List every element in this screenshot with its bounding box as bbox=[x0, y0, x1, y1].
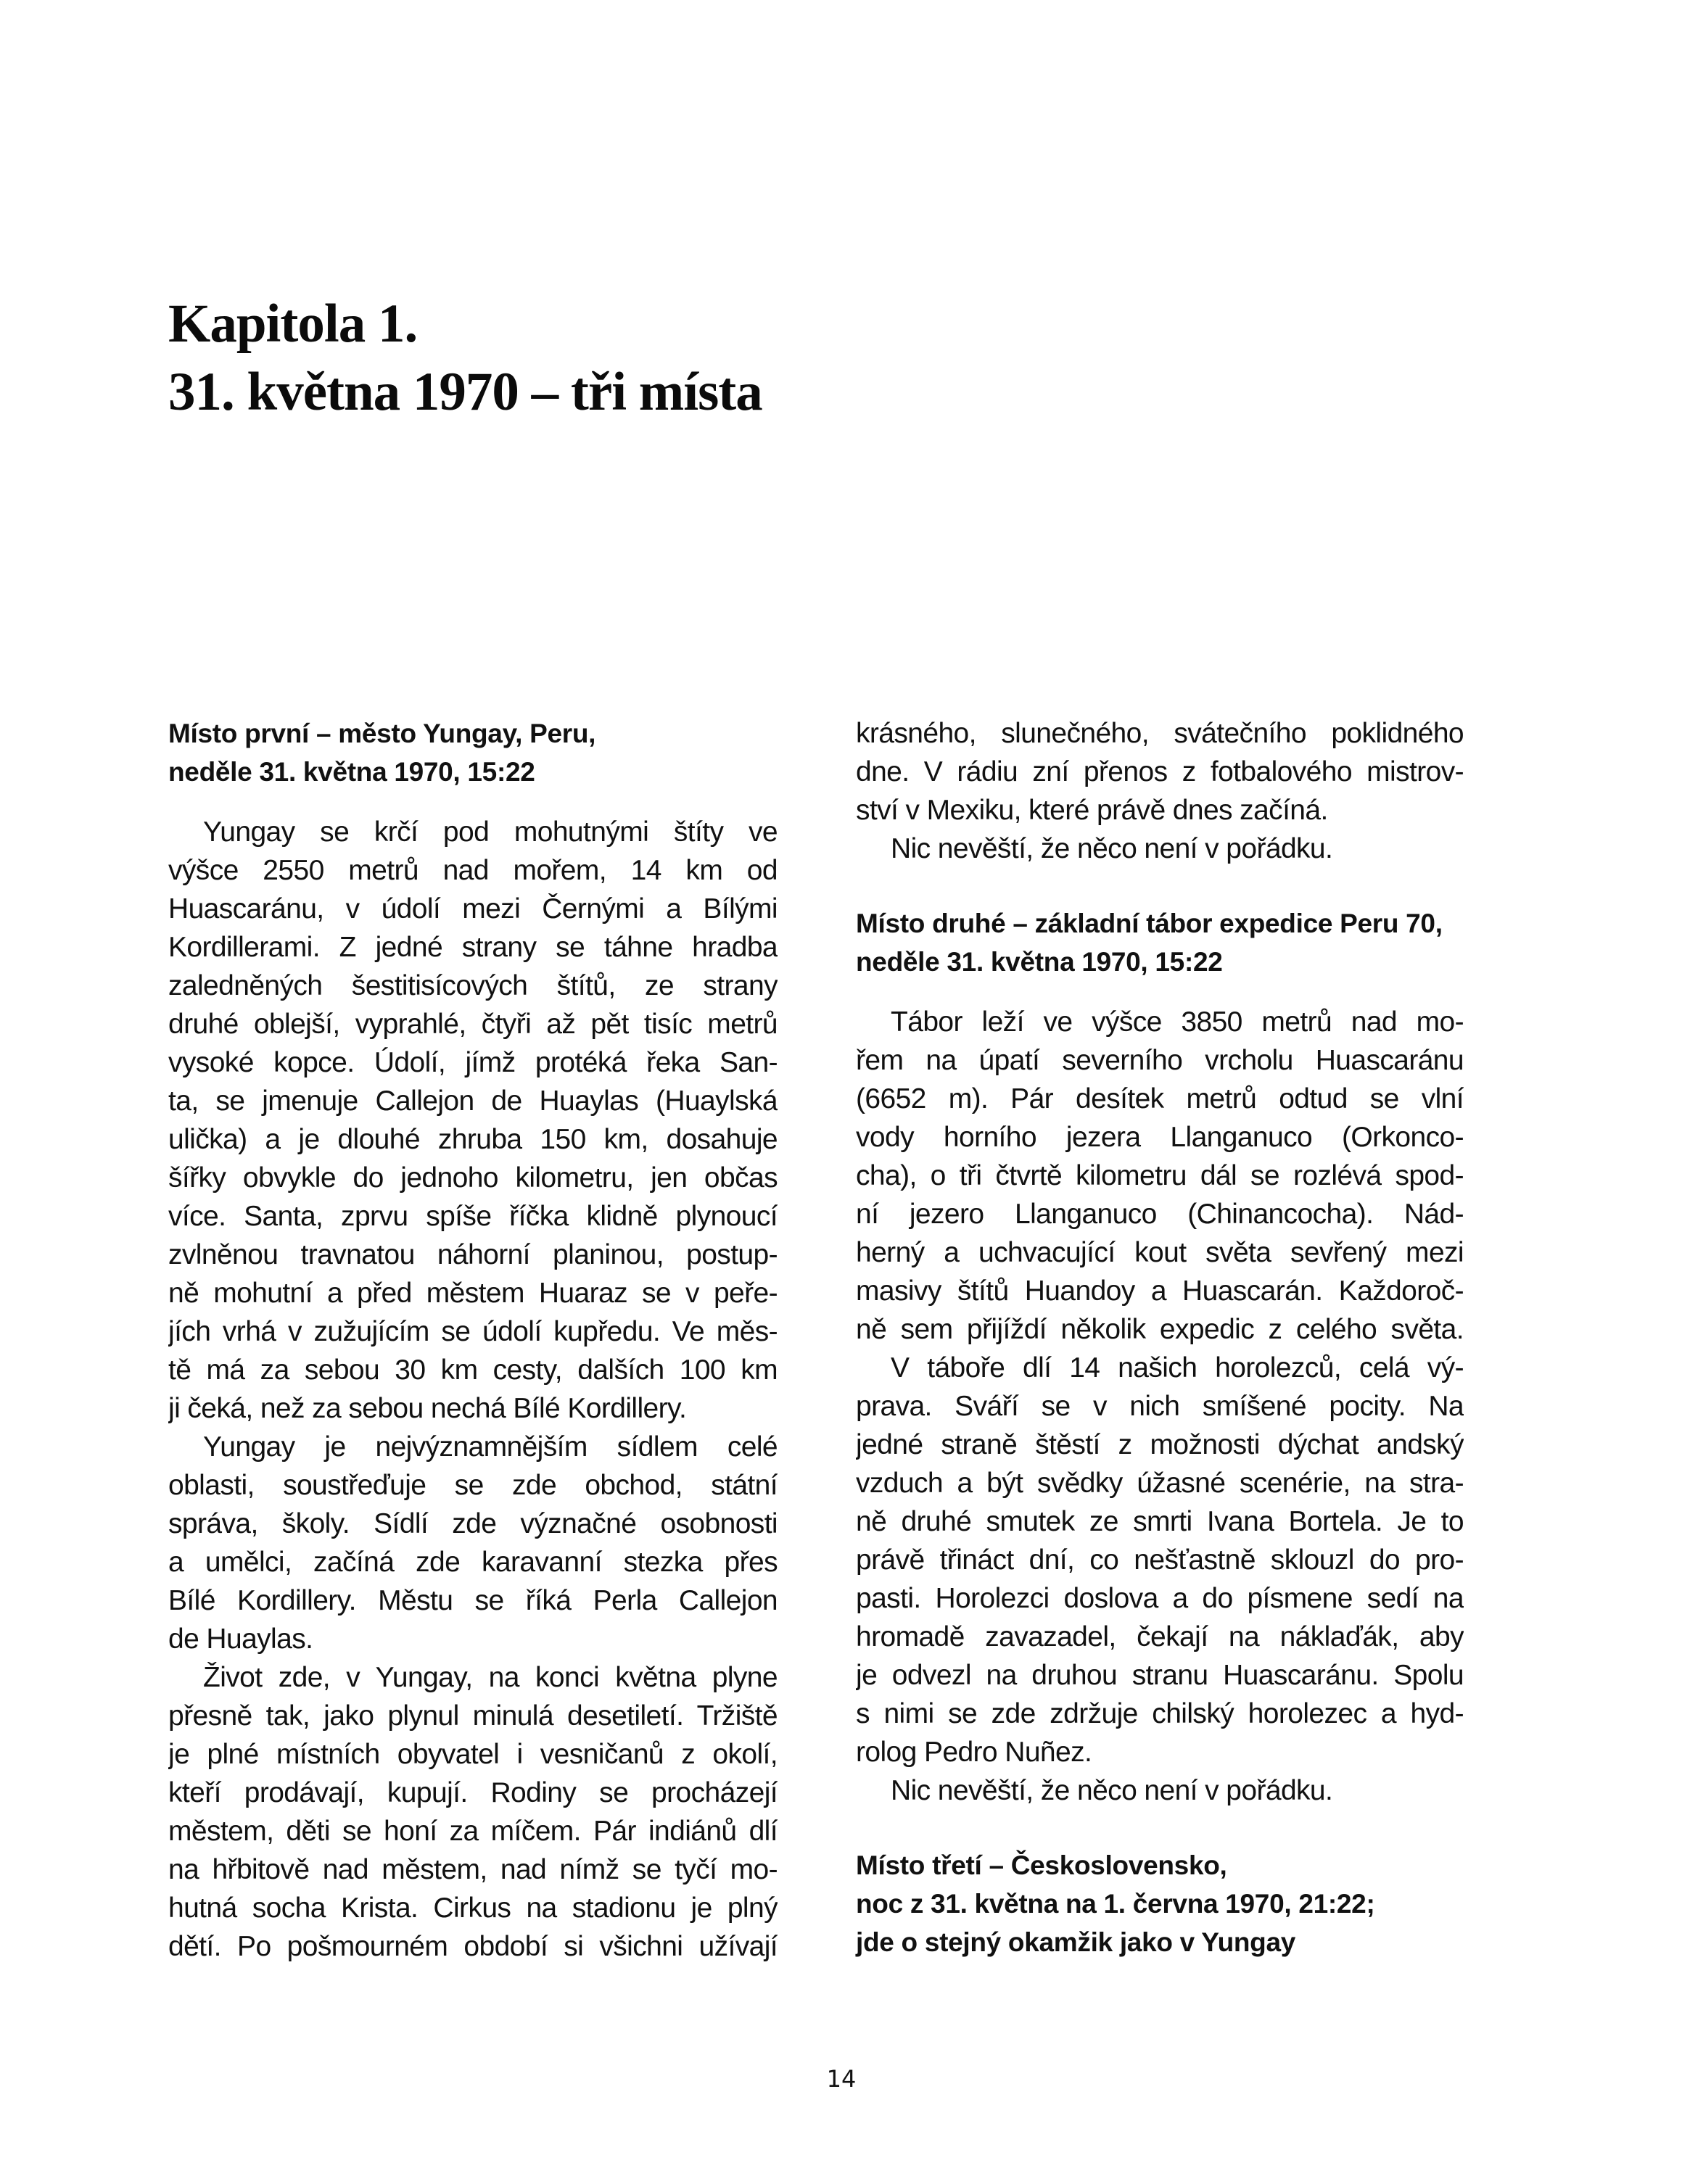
text-line: ství v Mexiku, které právě dnes začíná. bbox=[856, 795, 1328, 826]
text-line: vysoké kopce. Údolí, jímž protéká řeka San- bbox=[168, 1047, 778, 1078]
text-line: přesně tak, jako plynul minulá desetiletí. Tržiště bbox=[168, 1700, 778, 1732]
text-line: je plné místních obyvatel i vesničanů z okolí, bbox=[168, 1739, 778, 1770]
right-column bbox=[856, 714, 1464, 1961]
text-line: je odvezl na druhou stranu Huascaránu. Spolu bbox=[856, 1660, 1464, 1691]
text-line: Huascaránu, v údolí mezi Černými a Bílými bbox=[168, 893, 778, 925]
text-line: V táboře dlí 14 našich horolezců, celá vý- bbox=[891, 1352, 1464, 1383]
text-line: oblasti, soustřeďuje se zde obchod, státní bbox=[168, 1470, 778, 1501]
text-line: Kordillerami. Z jedné strany se táhne hradba bbox=[168, 932, 778, 963]
text-line: šířky obvykle do jednoho kilometru, jen občas bbox=[168, 1162, 778, 1194]
text-line: více. Santa, zprvu spíše říčka klidně plynoucí bbox=[168, 1201, 778, 1232]
text-line: jedné straně štěstí z možnosti dýchat andský bbox=[856, 1429, 1464, 1460]
heading-line: Místo třetí – Československo, bbox=[856, 1850, 1227, 1880]
text-line: de Huaylas. bbox=[168, 1623, 313, 1655]
text-line: Bílé Kordillery. Městu se říká Perla Callejon bbox=[168, 1585, 778, 1616]
text-line: ta, se jmenuje Callejon de Huaylas (Huaylská bbox=[168, 1085, 778, 1117]
text-line: ně mohutní a před městem Huaraz se v peře- bbox=[168, 1278, 778, 1309]
text-line: ně sem přijíždí několik expedic z celého světa. bbox=[856, 1314, 1464, 1345]
text-line: řem na úpatí severního vrcholu Huascaránu bbox=[856, 1045, 1464, 1076]
text-line: kteří prodávají, kupují. Rodiny se procházejí bbox=[168, 1777, 778, 1808]
text-line: na hřbitově nad městem, nad nímž se tyčí mo- bbox=[168, 1854, 778, 1885]
text-line: Yungay je nejvýznamnějším sídlem celé bbox=[203, 1431, 778, 1463]
paragraph bbox=[168, 1428, 778, 1658]
text-line: a umělci, začíná zde karavanní stezka přes bbox=[168, 1547, 778, 1578]
paragraph bbox=[856, 830, 1464, 868]
text-line: cha), o tři čtvrtě kilometru dál se rozlévá spod- bbox=[856, 1160, 1464, 1191]
paragraph bbox=[856, 1349, 1464, 1771]
page-number: 14 bbox=[826, 2065, 857, 2093]
text-line: tě má za sebou 30 km cesty, dalších 100 km bbox=[168, 1354, 778, 1386]
paragraph bbox=[856, 1003, 1464, 1349]
text-line: hutná socha Krista. Cirkus na stadionu je plný bbox=[168, 1893, 778, 1924]
text-line: masivy štítů Huandoy a Huascarán. Každoroč- bbox=[856, 1275, 1464, 1307]
chapter-number: Kapitola 1. bbox=[168, 294, 418, 354]
text-line: herný a uchvacující kout světa sevřený mezi bbox=[856, 1237, 1464, 1268]
text-line: ní jezero Llanganuco (Chinancocha). Nád- bbox=[856, 1199, 1464, 1230]
text-line: Yungay se krčí pod mohutnými štíty ve bbox=[203, 816, 778, 848]
text-line: jích vrhá v zužujícím se údolí kupředu. Ve měs- bbox=[168, 1316, 778, 1347]
text-line: (6652 m). Pár desítek metrů odtud se vlní bbox=[856, 1083, 1464, 1114]
text-line: dětí. Po pošmourném období si všichni užívají bbox=[168, 1931, 778, 1962]
text-line: ulička) a je dlouhé zhruba 150 km, dosahuje bbox=[168, 1124, 778, 1155]
text-line: hromadě zavazadel, čekají na náklaďák, aby bbox=[856, 1621, 1464, 1653]
heading-line: Místo první – město Yungay, Peru, bbox=[168, 719, 596, 748]
heading-line: Místo druhé – základní tábor expedice Peru 70, bbox=[856, 909, 1443, 938]
text-line: právě třináct dní, co nešťastně sklouzl do pro- bbox=[856, 1544, 1464, 1576]
chapter-subtitle: 31. května 1970 – tři místa bbox=[168, 362, 762, 422]
text-line: Nic nevěští, že něco není v pořádku. bbox=[891, 833, 1333, 864]
text-line: krásného, slunečného, svátečního poklidného bbox=[856, 718, 1464, 749]
text-line: správa, školy. Sídlí zde význačné osobnosti bbox=[168, 1508, 778, 1539]
text-line: dne. V rádiu zní přenos z fotbalového mistrov- bbox=[856, 756, 1464, 787]
text-line: druhé oblejší, vyprahlé, čtyři až pět tisíc metrů bbox=[168, 1009, 778, 1040]
heading-line: jde o stejný okamžik jako v Yungay bbox=[856, 1927, 1296, 1957]
section-heading-second-place bbox=[856, 904, 1464, 981]
text-line: zvlněnou travnatou náhorní planinou, postup- bbox=[168, 1239, 778, 1270]
text-line: prava. Sváří se v nich smíšené pocity. Na bbox=[856, 1391, 1464, 1422]
section-heading-first-place bbox=[168, 714, 778, 791]
paragraph bbox=[856, 1771, 1464, 1810]
paragraph-continued bbox=[856, 714, 1464, 830]
text-line: s nimi se zde zdržuje chilský horolezec a hyd- bbox=[856, 1698, 1464, 1729]
left-column bbox=[168, 714, 778, 1966]
text-line: ji čeká, než za sebou nechá Bílé Kordillery. bbox=[168, 1393, 687, 1424]
section-heading-third-place bbox=[856, 1846, 1464, 1961]
chapter-title bbox=[168, 290, 762, 426]
heading-line: noc z 31. května na 1. června 1970, 21:22; bbox=[856, 1889, 1375, 1919]
paragraph bbox=[168, 813, 778, 1428]
text-line: Tábor leží ve výšce 3850 metrů nad mo- bbox=[891, 1006, 1464, 1038]
text-line: Život zde, v Yungay, na konci května plyne bbox=[203, 1662, 778, 1693]
text-line: zaledněných šestitisícových štítů, ze strany bbox=[168, 970, 778, 1001]
text-line: městem, děti se honí za míčem. Pár indiánů dlí bbox=[168, 1816, 778, 1847]
heading-line: neděle 31. května 1970, 15:22 bbox=[856, 947, 1223, 977]
text-line: rolog Pedro Nuñez. bbox=[856, 1737, 1092, 1768]
text-line: vody horního jezera Llanganuco (Orkonco- bbox=[856, 1122, 1464, 1153]
text-line: vzduch a být svědky úžasné scenérie, na stra- bbox=[856, 1468, 1464, 1499]
text-line: výšce 2550 metrů nad mořem, 14 km od bbox=[168, 855, 778, 886]
heading-line: neděle 31. května 1970, 15:22 bbox=[168, 757, 535, 787]
paragraph bbox=[168, 1658, 778, 1966]
text-line: pasti. Horolezci doslova a do písmene sedí na bbox=[856, 1583, 1464, 1614]
text-line: ně druhé smutek ze smrti Ivana Bortela. Je to bbox=[856, 1506, 1464, 1537]
text-line: Nic nevěští, že něco není v pořádku. bbox=[891, 1775, 1333, 1806]
